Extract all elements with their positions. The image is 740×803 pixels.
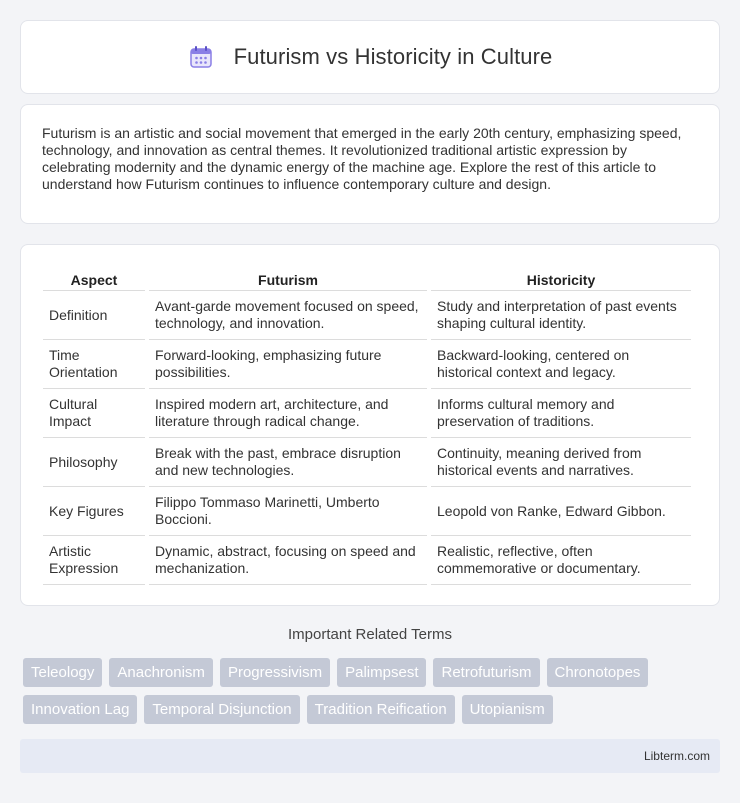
related-terms-title: Important Related Terms [288,626,452,643]
table-row [43,291,691,340]
table-row [43,487,691,536]
comparison-card [20,244,720,606]
column-header-futurism: Futurism [149,265,427,291]
table-row [43,340,691,389]
futurism-cell: Filippo Tommaso Marinetti, Umberto Boccioni. [149,487,427,536]
historicity-cell: Study and interpretation of past events shaping cultural identity. [431,291,691,340]
tag-palimpsest[interactable]: Palimpsest [337,658,426,687]
related-terms-list [23,658,723,724]
aspect-cell: Definition [43,291,145,340]
tag-temporal-disjunction[interactable]: Temporal Disjunction [144,695,299,724]
table-row [43,389,691,438]
intro-text: Futurism is an artistic and social movement that emerged in the early 20th century, emphasizing speed, technology, and innovation as central themes. It revolutionized traditional artistic expression by celebrating modernity and the dynamic energy of the machine age. Explore the rest of this article to understand how Futurism continues to influence contemporary culture and design. [42,125,682,192]
tag-chronotopes[interactable]: Chronotopes [547,658,649,687]
tag-innovation-lag[interactable]: Innovation Lag [23,695,137,724]
tag-teleology[interactable]: Teleology [23,658,102,687]
historicity-cell: Informs cultural memory and preservation of traditions. [431,389,691,438]
tag-tradition-reification[interactable]: Tradition Reification [307,695,455,724]
futurism-cell: Inspired modern art, architecture, and literature through radical change. [149,389,427,438]
table-row [43,438,691,487]
page-title: Futurism vs Historicity in Culture [233,44,553,69]
column-header-historicity: Historicity [431,265,691,291]
futurism-cell: Dynamic, abstract, focusing on speed and mechanization. [149,536,427,585]
futurism-cell: Avant-garde movement focused on speed, technology, and innovation. [149,291,427,340]
table-header-row [43,265,691,291]
aspect-cell: Philosophy [43,438,145,487]
futurism-cell: Forward-looking, emphasizing future possibilities. [149,340,427,389]
table-row [43,536,691,585]
tag-retrofuturism[interactable]: Retrofuturism [433,658,539,687]
aspect-cell: Cultural Impact [43,389,145,438]
aspect-cell: Key Figures [43,487,145,536]
futurism-cell: Break with the past, embrace disruption and new technologies. [149,438,427,487]
footer [20,739,720,773]
historicity-cell: Leopold von Ranke, Edward Gibbon. [431,487,691,536]
footer-brand-link[interactable]: Libterm.com [643,749,710,763]
historicity-cell: Realistic, reflective, often commemorative or documentary. [431,536,691,585]
comparison-table [39,265,695,585]
aspect-cell: Artistic Expression [43,536,145,585]
aspect-cell: Time Orientation [43,340,145,389]
tag-anachronism[interactable]: Anachronism [109,658,213,687]
historicity-cell: Continuity, meaning derived from historical events and narratives. [431,438,691,487]
header-card [20,20,720,94]
intro-card [20,104,720,224]
tag-utopianism[interactable]: Utopianism [462,695,553,724]
calendar-icon [188,44,214,70]
tag-progressivism[interactable]: Progressivism [220,658,330,687]
historicity-cell: Backward-looking, centered on historical context and legacy. [431,340,691,389]
column-header-aspect: Aspect [43,265,145,291]
